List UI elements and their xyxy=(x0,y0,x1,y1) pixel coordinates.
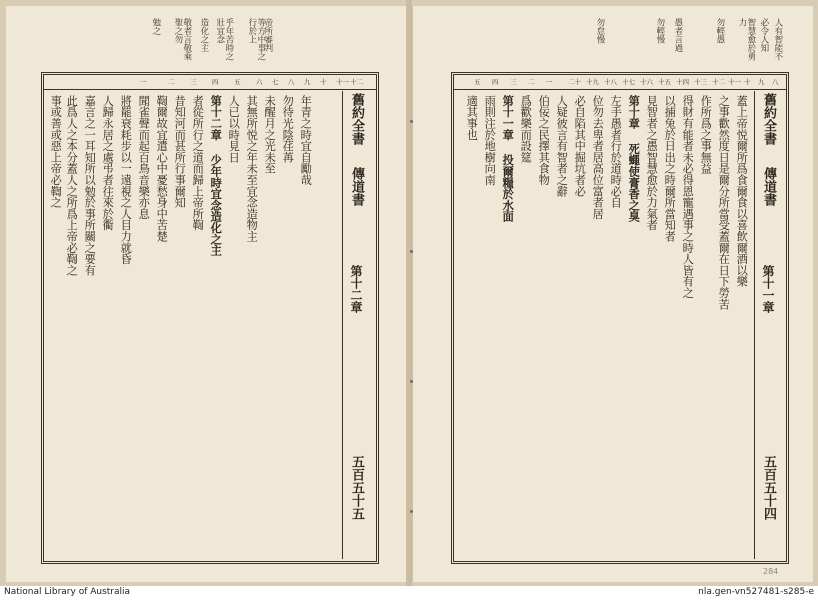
scripture-column: 勿待光陰荏苒 xyxy=(281,95,295,163)
verse-number: 二 xyxy=(168,78,175,86)
right-text-frame xyxy=(451,72,789,564)
verse-number: 十六 xyxy=(640,78,653,86)
left-chapter-label: 第十二章 xyxy=(349,265,363,313)
scripture-column: 適其事也 xyxy=(465,95,479,141)
verse-number: 十五 xyxy=(658,78,671,86)
scripture-column: 未醒月之光未至 xyxy=(263,95,277,175)
scripture-column: 以捕兔於日出之時爾所當知者 xyxy=(663,95,677,242)
right-book-name: 傳道書 xyxy=(761,167,776,206)
top-note: 必令人知 xyxy=(758,18,769,52)
top-note: 帝所審判 xyxy=(262,18,273,52)
top-note: 愚者言過 xyxy=(672,18,683,52)
binding-stitch xyxy=(410,120,413,123)
right-top-notes xyxy=(593,18,793,68)
scripture-column: 人已以時見日 xyxy=(227,95,241,163)
left-top-notes xyxy=(151,18,351,68)
top-note: 敬者言敬乘聖之勿 xyxy=(172,18,192,61)
scripture-column: 昔知河而甚所行事爾知 xyxy=(173,95,187,208)
top-note: 勿輕慢 xyxy=(654,18,665,44)
verse-number: 七 xyxy=(272,78,279,86)
chapter-heading-column: 第十章 死蠅使膏香之臭 xyxy=(627,95,642,223)
scripture-column: 聞雀聲而起百鳥音樂亦息 xyxy=(137,95,151,220)
binding-stitch xyxy=(410,380,413,383)
verse-number: 五 xyxy=(234,78,241,86)
verse-number: 六 xyxy=(256,78,263,86)
left-page xyxy=(6,6,407,582)
verse-number: 八 xyxy=(288,78,295,86)
scripture-column: 鞫爾故宜遣心中憂愁身中苦楚 xyxy=(155,95,169,242)
scripture-column: 人歸永居之處弔者往來於衢 xyxy=(101,95,115,231)
verse-number: 十七 xyxy=(622,78,635,86)
chapter-heading-column: 第十二章 少年時宜念造化之主 xyxy=(209,95,224,256)
top-note: 勿輕愚 xyxy=(714,18,725,44)
verse-number: 九 xyxy=(758,78,765,86)
binding-stitch xyxy=(410,510,413,513)
scripture-column: 事或善或惡上帝必鞫之 xyxy=(49,95,63,208)
verse-number: 十 xyxy=(320,78,327,86)
header-divider xyxy=(754,91,755,559)
folio-stamp: 284 xyxy=(763,567,779,576)
verse-number: 一 xyxy=(140,78,147,86)
verse-number: 五 xyxy=(474,78,481,86)
left-text-frame xyxy=(41,72,379,564)
top-note: 造化之主 xyxy=(198,18,209,52)
verse-number: 四 xyxy=(212,78,219,86)
verse-number: 十二 xyxy=(350,78,363,86)
verse-number: 十三 xyxy=(694,78,707,86)
top-note: 智慧愈於勇力 xyxy=(736,18,756,61)
source-credit: National Library of Australia xyxy=(4,587,131,597)
scripture-column: 爲歡樂而設筵 xyxy=(519,95,533,163)
scripture-column: 蓋上帝悦爾所爲食爾食以喜飲爾酒以樂 xyxy=(735,95,749,288)
verse-number: 四 xyxy=(492,78,499,86)
verse-number: 二 xyxy=(528,78,535,86)
top-note: 人有智能不 xyxy=(772,18,783,61)
verse-number: 十八 xyxy=(604,78,617,86)
right-page-number: 五百五十四 xyxy=(761,455,776,520)
scripture-column: 得財有能者未必得恩寵遇事之時人皆有之 xyxy=(681,95,695,299)
scripture-column: 年青之時宜自勵哉 xyxy=(299,95,313,186)
verse-number: 一 xyxy=(546,78,553,86)
verse-number: 十二 xyxy=(712,78,725,86)
right-book-title: 舊約全書 xyxy=(761,93,776,145)
verse-number: 八 xyxy=(772,78,779,86)
right-chapter-label: 第十一章 xyxy=(761,265,775,313)
scripture-column: 見智者之愚智慧愈於力氣者 xyxy=(645,95,659,231)
scripture-column: 此爲人之本分蓋人之所爲上帝必鞫之 xyxy=(65,95,79,276)
verse-number: 十 xyxy=(744,78,751,86)
scripture-column: 嘉言之一耳知所以勉於事所關之要有 xyxy=(83,95,97,276)
verse-number: 三 xyxy=(510,78,517,86)
right-page xyxy=(412,6,813,582)
scripture-column: 之事歡然度日是爾分所當受蓋爾在日下勞苦 xyxy=(717,95,731,310)
viewer-footer xyxy=(0,586,818,600)
scripture-column: 其無所悦之年未至宜念造物主 xyxy=(245,95,259,242)
chapter-heading-column: 第十一章 投爾糧於水面 xyxy=(501,95,516,223)
header-divider xyxy=(342,91,343,559)
verse-number: 十一 xyxy=(728,78,741,86)
left-book-title: 舊約全書 xyxy=(349,93,364,145)
top-note: 勿怠慢 xyxy=(594,18,605,44)
verse-number: 三 xyxy=(190,78,197,86)
scripture-column: 左手愚者行於道時必自 xyxy=(609,95,623,208)
left-book-name: 傳道書 xyxy=(349,167,364,206)
verse-number-strip xyxy=(44,75,376,90)
scripture-column: 必自陷其中掘坑者必 xyxy=(573,95,587,197)
binding-stitch xyxy=(410,250,413,253)
scripture-column: 作所爲之事無益 xyxy=(699,95,713,175)
item-identifier: nla.gen-vn527481-s285-e xyxy=(698,587,814,597)
verse-number: 十九 xyxy=(586,78,599,86)
verse-number: 九 xyxy=(304,78,311,86)
top-note: 等方中事之行於上 xyxy=(246,18,266,61)
scripture-column: 伯佞之民擇其食物 xyxy=(537,95,551,186)
scripture-column: 將罷衰耗步以一遠視之人目力就昏 xyxy=(119,95,133,265)
scripture-column: 者從所行之道而歸上帝所鞫 xyxy=(191,95,205,231)
verse-number-strip xyxy=(454,75,786,90)
scripture-column: 雨則注於地樹向南 xyxy=(483,95,497,186)
verse-number: 二十 xyxy=(568,78,581,86)
verse-number: 十四 xyxy=(676,78,689,86)
top-note: 乎年苦時之壯宜念 xyxy=(214,18,234,61)
scripture-column: 人疑彼言有智者之辭 xyxy=(555,95,569,197)
verse-number: 十一 xyxy=(336,78,349,86)
scripture-column: 位勿去卑者居高位富者居 xyxy=(591,95,605,220)
left-page-number: 五百五十五 xyxy=(349,455,364,520)
top-note: 勉之 xyxy=(150,18,161,35)
